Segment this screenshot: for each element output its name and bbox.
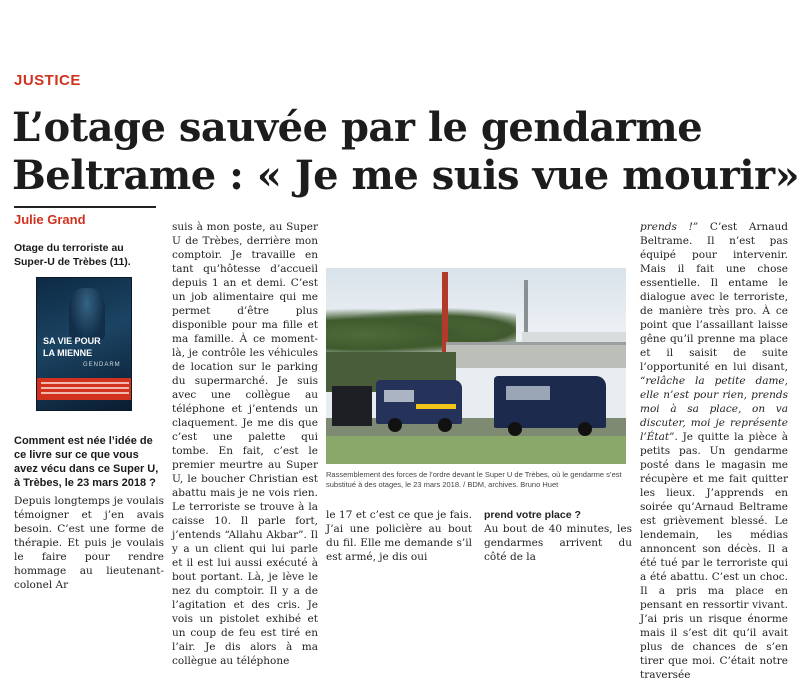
book-cover-figure	[69, 288, 105, 340]
author-byline: Julie Grand	[14, 212, 86, 227]
gendarmerie-van	[494, 376, 606, 428]
book-subtitle: GENDARM	[83, 362, 121, 368]
headline-line-2: Beltrame : « Je me suis vue mourir»	[12, 152, 800, 199]
headline-line-1: L’otage sauvée par le gendarme	[12, 104, 703, 151]
book-title-line-1: SA VIE POUR	[43, 336, 101, 346]
book-cover-image	[36, 277, 132, 411]
column-4-quote: “relâche la petite dame, elle n’est pour rien, prends moi à sa place, on va discuter, moi je représente l’État”	[640, 375, 788, 443]
column-4-body	[640, 220, 788, 681]
book-cover-band	[37, 378, 131, 400]
interview-question-2: prend votre place ?	[484, 509, 581, 521]
column-4-text-b: . Je quitte la pièce à petits pas. Un gendarme posté dans le magasin me récupère et me fait quitter les lieux. J’apprends en soirée qu’Arnaud Beltrame est grièvement blessé. Le lendemain, les médias annoncent son décès. Il a été tué par le terroriste qui a été abattu. C’est un choc. Il a pris ma place en pensant en ressortir vivant. J’ai pris un risque énorme mais il s’est dit qu’il avait plus de chances de s’en tirer que moi. C’était notre traversée	[640, 431, 788, 681]
interview-question-1: Comment est née l’idée de ce livre sur ce que vous avez vécu dans ce Super U, à Trèbes, le 23 mars 2018 ?	[14, 435, 159, 489]
headline	[12, 104, 800, 200]
column-4-text-a: C’est Arnaud Beltrame. Il n’est pas équipé pour intervenir. Mais il fait une chose essentielle. Il entame le dialogue avec le terroriste, de manière très pro. À ce point que l’assaillant laisse gêne qu’il prenne ma place et il saisit de suite l’opportunité en lui disant,	[640, 221, 788, 373]
photo-caption: Rassemblement des forces de l’ordre devant le Super U de Trèbes, où le gendarme s’est substitué à des otages, le 23 mars 2018. / BDM, archives. Bruno Huet	[326, 470, 622, 489]
author-divider	[14, 206, 156, 208]
column-1-body: Depuis longtemps je voulais témoigner et j’en avais besoin. C’est une forme de thérapie. Et puis je voulais le faire pour rendre hommage au lieutenant-colonel Ar	[14, 495, 164, 591]
column-3a-body: le 17 et c’est ce que je fais. J’ai une policière au bout du fil. Elle me demande s’il est armé, je dis oui	[326, 509, 472, 563]
police-van	[376, 380, 462, 424]
column-3b-body	[484, 508, 632, 563]
book-title-line-2: LA MIENNE	[43, 348, 93, 358]
article-lead: Otage du terroriste au Super-U de Trèbes (11).	[14, 242, 131, 268]
column-2-body: suis à mon poste, au Super U de Trèbes, derrière mon comptoir. Je travaille en tant qu’hôtesse d’accueil depuis 1 an et demi. C’est un job alimentaire qui me permet d’être plus disponible pour ma fille et ma famille. À ce moment-là, je contrôle les véhicules de location sur le parking du supermarché. Je suis avec une collègue au téléphone et j’entends un claquement. Je me dis que c’est une palette qui tombe. En fait, c’est le premier meurtre au Super U, le boucher Christian est abattu mais je ne vois rien. Le terroriste se trouve à la caisse 10. Il parle fort, j’entends “Allahu Akbar”. Il y a un client qui lui parle et il est lui aussi exécuté à bout portant. Là, je lève le nez du comptoir. Il y a de l’agitation et des cris. Je vois un pistolet exhibé et un coup de feu est tiré en l’air. Je dis alors à ma collègue au téléphone	[172, 221, 318, 667]
column-3b-text: Au bout de 40 minutes, les gendarmes arrivent du côté de la	[484, 523, 632, 563]
news-photo	[326, 268, 626, 464]
column-4-quote-end: prends !”	[640, 221, 699, 233]
rubric-label: JUSTICE	[14, 72, 81, 89]
